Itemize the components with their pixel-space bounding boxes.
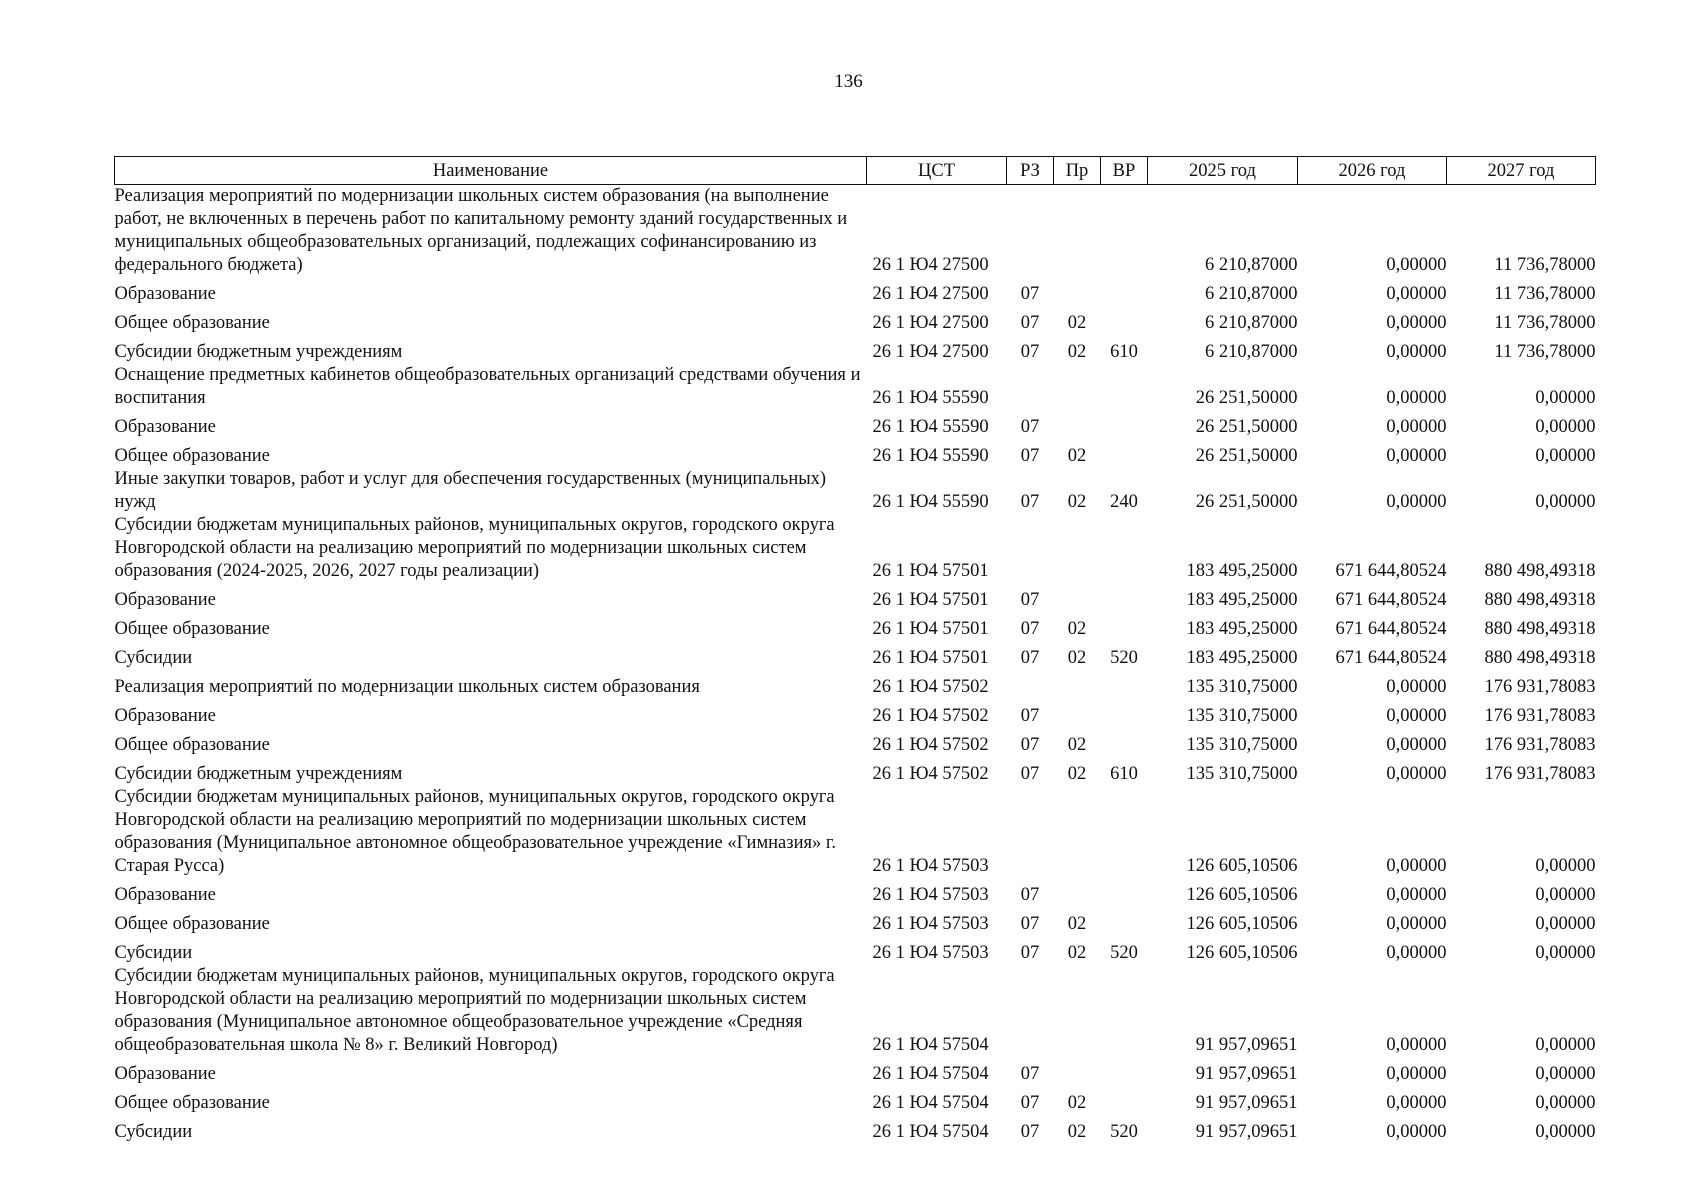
row-cst: 26 1 Ю4 57501 [872,590,989,610]
row-2027: 0,00000 [1535,1035,1596,1055]
row-rz: 07 [1020,492,1040,512]
row-pr [1054,364,1101,410]
table-row [115,514,1596,583]
row-cst: 26 1 Ю4 57504 [872,1122,989,1142]
row-2025: 26 251,50000 [1195,492,1298,512]
row-vr [1101,277,1148,306]
header-row [115,157,1596,185]
row-rz [1007,786,1054,878]
row-name: Общее образование [114,619,270,639]
row-2027: 880 498,49318 [1484,561,1596,581]
table-header [115,157,1596,185]
row-pr: 02 [1067,914,1087,934]
row-name: Образование [114,417,216,437]
row-2025: 126 605,10506 [1186,914,1298,934]
row-2026: 0,00000 [1386,388,1447,408]
row-vr: 520 [1110,943,1138,963]
row-pr: 02 [1067,619,1087,639]
row-name: Образование [114,284,216,304]
row-2025: 91 957,09651 [1195,1035,1298,1055]
row-pr [1054,699,1101,728]
table-row [115,364,1596,410]
row-name: Реализация мероприятий по модернизации школьных систем образования [114,677,700,697]
row-2027: 0,00000 [1535,1122,1596,1142]
row-name: Субсидии бюджетным учреждениям [114,342,403,362]
row-cst: 26 1 Ю4 57501 [872,648,989,668]
row-name: Реализация мероприятий по модернизации школьных систем образования (на выполнение работ, не включенных в перечень работ по капитальному ремонту зданий государственных и муниципальных общеобразовательных организаций, подлежащих софинансированию из федерального бюджета) [114,186,848,275]
table-row [115,1086,1596,1115]
row-name: Оснащение предметных кабинетов общеобразовательных организаций средствами обучения и воспитания [114,365,861,408]
header-name: Наименование [115,157,867,185]
row-cst: 26 1 Ю4 57504 [872,1093,989,1113]
table-row [115,786,1596,878]
row-rz: 07 [1020,648,1040,668]
row-2026: 0,00000 [1386,706,1447,726]
row-pr [1054,583,1101,612]
row-pr: 02 [1067,446,1087,466]
row-pr: 02 [1067,943,1087,963]
row-name: Общее образование [114,1093,270,1113]
row-2027: 0,00000 [1535,856,1596,876]
row-rz: 07 [1020,446,1040,466]
row-vr [1101,699,1148,728]
row-rz: 07 [1020,1064,1040,1084]
row-2026: 0,00000 [1386,943,1447,963]
row-2026: 0,00000 [1386,313,1447,333]
row-vr [1101,786,1148,878]
row-2027: 11 736,78000 [1494,342,1596,362]
row-2027: 0,00000 [1535,1064,1596,1084]
row-name: Образование [114,885,216,905]
row-vr: 610 [1110,342,1138,362]
row-vr [1101,728,1148,757]
row-2025: 26 251,50000 [1195,446,1298,466]
row-rz [1007,965,1054,1057]
row-vr [1101,185,1148,278]
row-cst: 26 1 Ю4 57503 [872,914,989,934]
row-2026: 0,00000 [1386,764,1447,784]
row-cst: 26 1 Ю4 55590 [872,388,989,408]
row-cst: 26 1 Ю4 55590 [872,417,989,437]
row-pr: 02 [1067,735,1087,755]
row-2027: 176 931,78083 [1484,764,1596,784]
row-rz [1007,185,1054,278]
row-cst: 26 1 Ю4 27500 [872,255,989,275]
row-2026: 0,00000 [1386,446,1447,466]
table-row [115,728,1596,757]
row-cst: 26 1 Ю4 27500 [872,284,989,304]
row-cst: 26 1 Ю4 57502 [872,677,989,697]
row-2026: 671 644,80524 [1335,561,1447,581]
row-vr [1101,439,1148,468]
row-2027: 0,00000 [1535,885,1596,905]
row-pr [1054,878,1101,907]
row-2026: 671 644,80524 [1335,619,1447,639]
row-rz: 07 [1020,943,1040,963]
row-2027: 0,00000 [1535,417,1596,437]
row-2025: 183 495,25000 [1186,619,1298,639]
budget-table [114,156,1596,1144]
row-pr: 02 [1067,1093,1087,1113]
row-cst: 26 1 Ю4 27500 [872,342,989,362]
row-2025: 6 210,87000 [1205,284,1298,304]
table-row [115,306,1596,335]
row-2026: 0,00000 [1386,284,1447,304]
row-2025: 6 210,87000 [1205,255,1298,275]
row-cst: 26 1 Ю4 57503 [872,943,989,963]
row-rz: 07 [1020,914,1040,934]
row-2026: 0,00000 [1386,735,1447,755]
header-vr: ВР [1101,157,1148,185]
row-vr [1101,306,1148,335]
row-2025: 91 957,09651 [1195,1064,1298,1084]
row-2027: 0,00000 [1535,388,1596,408]
row-name: Субсидии бюджетам муниципальных районов, муниципальных округов, городского округа Новгородской области на реализацию мероприятий по модернизации школьных систем образования (Муниципальное автономное общеобразовательное учреждение «Средняя общеобразовательная школа № 8» г. Великий Новгород) [114,966,835,1055]
table-row [115,612,1596,641]
row-pr [1054,965,1101,1057]
row-2025: 126 605,10506 [1186,885,1298,905]
row-2027: 0,00000 [1535,492,1596,512]
row-vr [1101,364,1148,410]
header-2025: 2025 год [1148,157,1298,185]
table-row [115,757,1596,786]
row-cst: 26 1 Ю4 55590 [872,492,989,512]
header-pr: Пр [1054,157,1101,185]
header-2026: 2026 год [1298,157,1447,185]
row-rz: 07 [1020,706,1040,726]
row-2026: 0,00000 [1386,492,1447,512]
row-cst: 26 1 Ю4 57503 [872,856,989,876]
row-cst: 26 1 Ю4 57501 [872,561,989,581]
row-2026: 0,00000 [1386,677,1447,697]
row-pr [1054,514,1101,583]
table-row [115,1057,1596,1086]
row-rz: 07 [1020,1093,1040,1113]
row-rz: 07 [1020,590,1040,610]
row-2025: 6 210,87000 [1205,313,1298,333]
table-row [115,277,1596,306]
row-2026: 0,00000 [1386,255,1447,275]
header-rz: РЗ [1007,157,1054,185]
row-vr [1101,1057,1148,1086]
row-2025: 126 605,10506 [1186,856,1298,876]
row-2027: 11 736,78000 [1494,313,1596,333]
row-2025: 135 310,75000 [1186,764,1298,784]
row-vr: 520 [1110,1122,1138,1142]
table-body [115,185,1596,1145]
row-rz: 07 [1020,619,1040,639]
row-2025: 135 310,75000 [1186,735,1298,755]
table-row [115,410,1596,439]
row-vr: 240 [1110,492,1138,512]
row-2026: 671 644,80524 [1335,648,1447,668]
row-vr: 610 [1110,764,1138,784]
table-row [115,907,1596,936]
row-2025: 183 495,25000 [1186,561,1298,581]
row-vr [1101,1086,1148,1115]
row-name: Иные закупки товаров, работ и услуг для обеспечения государственных (муниципальных) нужд [114,469,827,512]
row-2027: 176 931,78083 [1484,677,1596,697]
table-row [115,936,1596,965]
row-2026: 0,00000 [1386,417,1447,437]
row-2026: 0,00000 [1386,856,1447,876]
row-vr [1101,907,1148,936]
row-name: Общее образование [114,914,270,934]
row-cst: 26 1 Ю4 57504 [872,1064,989,1084]
row-2027: 176 931,78083 [1484,706,1596,726]
row-rz: 07 [1020,313,1040,333]
row-pr: 02 [1067,648,1087,668]
row-rz [1007,514,1054,583]
row-name: Общее образование [114,446,270,466]
row-pr [1054,670,1101,699]
row-cst: 26 1 Ю4 57504 [872,1035,989,1055]
row-pr [1054,786,1101,878]
row-rz: 07 [1020,735,1040,755]
table-row [115,878,1596,907]
row-name: Образование [114,1064,216,1084]
row-name: Субсидии бюджетам муниципальных районов, муниципальных округов, городского округа Новгородской области на реализацию мероприятий по модернизации школьных систем образования (2024-2025, 2026, 2027 годы реализации) [114,515,835,581]
row-cst: 26 1 Ю4 27500 [872,313,989,333]
row-cst: 26 1 Ю4 57502 [872,706,989,726]
row-vr [1101,965,1148,1057]
row-pr [1054,1057,1101,1086]
table-row [115,468,1596,514]
row-name: Субсидии бюджетам муниципальных районов, муниципальных округов, городского округа Новгородской области на реализацию мероприятий по модернизации школьных систем образования (Муниципальное автономное общеобразовательное учреждение «Гимназия» г. Старая Русса) [114,787,836,876]
row-2027: 176 931,78083 [1484,735,1596,755]
table-row [115,185,1596,278]
row-2025: 6 210,87000 [1205,342,1298,362]
row-rz: 07 [1020,1122,1040,1142]
table-row [115,335,1596,364]
row-vr [1101,410,1148,439]
row-2026: 0,00000 [1386,342,1447,362]
table-row [115,1115,1596,1144]
row-2025: 183 495,25000 [1186,648,1298,668]
row-vr [1101,514,1148,583]
row-cst: 26 1 Ю4 57502 [872,735,989,755]
row-2027: 880 498,49318 [1484,648,1596,668]
table-row [115,699,1596,728]
row-rz: 07 [1020,417,1040,437]
row-2027: 880 498,49318 [1484,619,1596,639]
row-name: Субсидии [114,648,193,668]
table-row [115,670,1596,699]
row-vr [1101,670,1148,699]
row-pr [1054,277,1101,306]
page-number: 136 [834,71,863,92]
row-name: Субсидии [114,1122,193,1142]
row-2025: 91 957,09651 [1195,1093,1298,1113]
row-name: Общее образование [114,735,270,755]
row-2025: 126 605,10506 [1186,943,1298,963]
row-name: Образование [114,590,216,610]
row-2025: 183 495,25000 [1186,590,1298,610]
row-rz: 07 [1020,284,1040,304]
row-2025: 135 310,75000 [1186,677,1298,697]
row-rz: 07 [1020,764,1040,784]
table-row [115,965,1596,1057]
row-2027: 0,00000 [1535,914,1596,934]
row-2026: 0,00000 [1386,914,1447,934]
row-2027: 0,00000 [1535,943,1596,963]
row-name: Общее образование [114,313,270,333]
row-2026: 0,00000 [1386,1035,1447,1055]
row-cst: 26 1 Ю4 57501 [872,619,989,639]
row-2025: 26 251,50000 [1195,388,1298,408]
row-2027: 880 498,49318 [1484,590,1596,610]
row-2026: 0,00000 [1386,885,1447,905]
row-pr: 02 [1067,1122,1087,1142]
row-vr [1101,583,1148,612]
row-2026: 0,00000 [1386,1093,1447,1113]
row-2025: 91 957,09651 [1195,1122,1298,1142]
row-name: Субсидии [114,943,193,963]
row-2026: 671 644,80524 [1335,590,1447,610]
header-2027: 2027 год [1447,157,1596,185]
row-vr: 520 [1110,648,1138,668]
row-2025: 26 251,50000 [1195,417,1298,437]
row-2025: 135 310,75000 [1186,706,1298,726]
row-pr [1054,185,1101,278]
row-rz [1007,670,1054,699]
row-vr [1101,878,1148,907]
row-pr: 02 [1067,492,1087,512]
row-2027: 0,00000 [1535,446,1596,466]
table-row [115,439,1596,468]
row-name: Субсидии бюджетным учреждениям [114,764,403,784]
table-row [115,641,1596,670]
header-cst: ЦСТ [867,157,1007,185]
row-rz: 07 [1020,885,1040,905]
row-2026: 0,00000 [1386,1122,1447,1142]
row-cst: 26 1 Ю4 55590 [872,446,989,466]
row-2027: 0,00000 [1535,1093,1596,1113]
row-name: Образование [114,706,216,726]
row-pr [1054,410,1101,439]
row-pr: 02 [1067,313,1087,333]
row-rz [1007,364,1054,410]
row-pr: 02 [1067,342,1087,362]
row-cst: 26 1 Ю4 57503 [872,885,989,905]
row-cst: 26 1 Ю4 57502 [872,764,989,784]
row-2027: 11 736,78000 [1494,284,1596,304]
table-row [115,583,1596,612]
row-pr: 02 [1067,764,1087,784]
row-2026: 0,00000 [1386,1064,1447,1084]
row-2027: 11 736,78000 [1494,255,1596,275]
row-vr [1101,612,1148,641]
row-rz: 07 [1020,342,1040,362]
